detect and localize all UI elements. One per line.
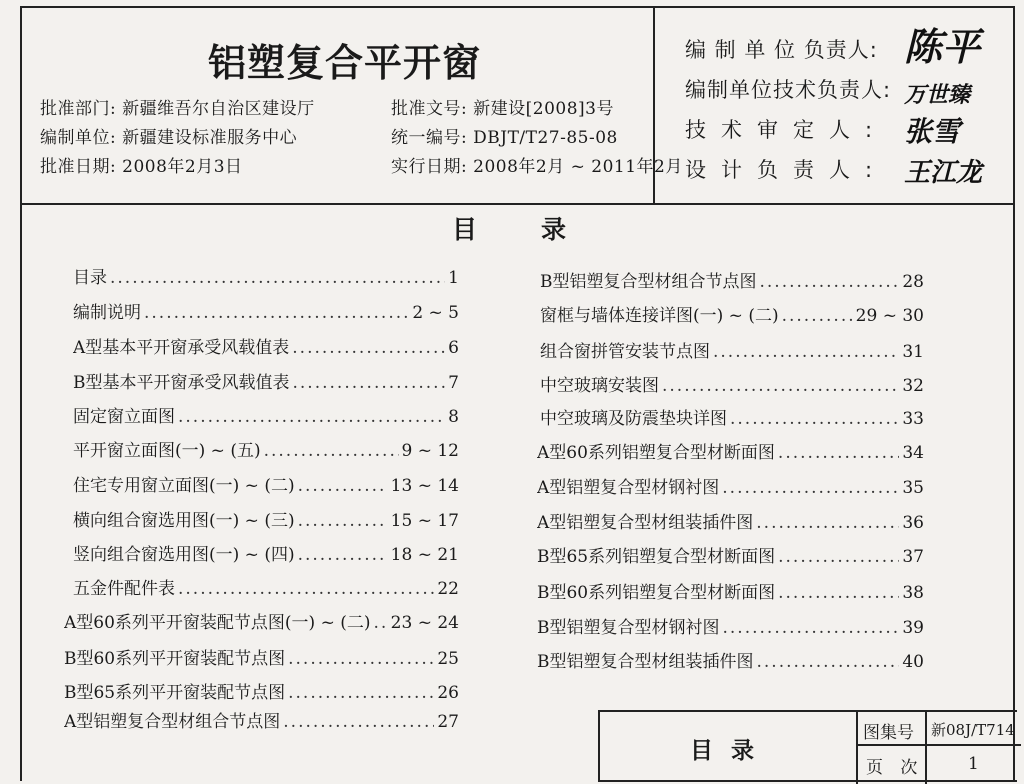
toc-entry: 平开窗立面图(一) ~ (五) ..... 9 ~ 12 [73,435,459,461]
toc-entry: A型铝塑复合型材组合节点图 ..... 27 [64,706,459,732]
toc-entry: B型铝塑复合型材钢衬图 ..... 39 [537,612,924,638]
toc-entry: 固定窗立面图 ..... 8 [73,401,459,427]
toc-entry: 中空玻璃安装图 ..... 32 [540,370,924,396]
approval-date: 批准日期: 2008年2月3日 [40,157,243,177]
toc-entry: B型60系列平开窗装配节点图 ..... 25 [64,643,459,669]
effective-date: 实行日期: 2008年2月 ~ 2011年2月 [391,157,683,177]
unified-number: 统一编号: DBJT/T27-85-08 [391,128,618,148]
toc-entry: A型60系列铝塑复合型材断面图 ..... 34 [537,437,924,463]
toc-entry: B型60系列铝塑复合型材断面图 ..... 38 [537,577,924,603]
atlas-number: 新08J/T714 [931,721,1015,739]
toc-heading-left: 目 [452,215,478,244]
toc-heading-right: 录 [541,215,567,244]
toc-entry: B型铝塑复合型材组装插件图 ..... 40 [537,646,924,672]
footer-title: 目录 [690,738,772,764]
toc-entry: 住宅专用窗立面图(一) ~ (二) ..... 13 ~ 14 [73,470,459,496]
page-number-label: 页 次 [866,758,924,778]
toc-entry: 中空玻璃及防震垫块详图 ..... 33 [540,403,924,429]
role-label-technical-head: 编制单位技术负责人: [685,78,892,102]
signature-unit-head: 陈平 [904,24,981,69]
toc-entry: 窗框与墙体连接详图(一) ~ (二) ..... 29 ~ 30 [540,300,924,326]
footer-divider [925,712,927,784]
page-number: 1 [968,754,979,774]
toc-entry: B型铝塑复合型材组合节点图 ..... 28 [540,266,924,292]
role-label-unit-head: 编 制 单 位 负责人: [685,38,878,62]
toc-entry: A型铝塑复合型材钢衬图 ..... 35 [537,472,924,498]
toc-entry: 目录 ..... 1 [73,262,459,288]
approval-document-number: 批准文号: 新建设[2008]3号 [391,99,614,119]
signature-technical-reviewer: 张雪 [904,115,961,148]
toc-entry: A型60系列平开窗装配节点图(一) ~ (二) ..... 23 ~ 24 [64,607,459,633]
footer-divider [856,712,858,784]
signature-technical-head: 万世臻 [904,82,971,108]
toc-entry: 组合窗拼管安装节点图 ..... 31 [540,336,924,362]
toc-entry: B型65系列铝塑复合型材断面图 ..... 37 [537,541,924,567]
toc-entry: 五金件配件表 ..... 22 [73,573,459,599]
footer-row-divider [856,744,1021,746]
toc-entry: 编制说明 ..... 2 ~ 5 [73,297,459,323]
title-block [20,6,1015,205]
footer-title-block [598,710,1017,782]
role-label-design-lead: 设计负责人: [685,158,888,182]
document-title: 铝塑复合平开窗 [208,41,482,85]
toc-entry: 横向组合窗选用图(一) ~ (三) ..... 15 ~ 17 [73,505,459,531]
toc-entry: B型65系列平开窗装配节点图 ..... 26 [64,677,459,703]
toc-entry: B型基本平开窗承受风载值表 ..... 7 [73,367,459,393]
toc-entry: A型铝塑复合型材组装插件图 ..... 36 [537,507,924,533]
approval-department: 批准部门: 新疆维吾尔自治区建设厅 [40,99,315,119]
toc-entry: A型基本平开窗承受风载值表 ..... 6 [73,332,459,358]
atlas-number-label: 图集号 [863,723,914,743]
role-label-technical-reviewer: 技术审定人: [685,118,888,142]
toc-entry: 竖向组合窗选用图(一) ~ (四) ..... 18 ~ 21 [73,539,459,565]
signature-design-lead: 王江龙 [904,158,983,188]
compiling-unit: 编制单位: 新疆建设标准服务中心 [40,128,298,148]
